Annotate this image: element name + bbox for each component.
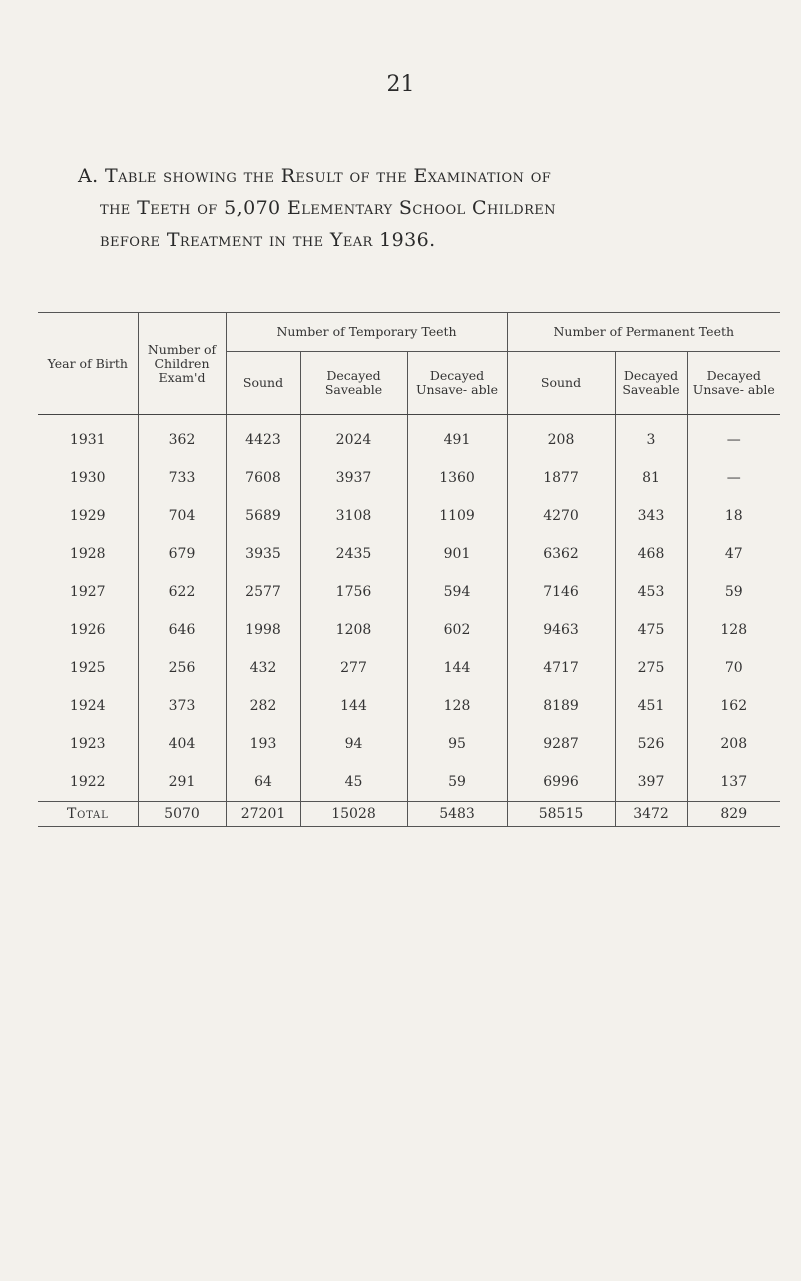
total-children-examined: 5070 [138, 802, 226, 827]
cell-temp-decayed-unsaveable: 491 [407, 415, 507, 460]
header-temp-decayed-unsaveable: Decayed Unsave- able [407, 352, 507, 415]
cell-perm-decayed-saveable: 468 [615, 535, 687, 573]
cell-year: 1926 [69, 622, 106, 638]
header-temp-decayed-saveable: Decayed Saveable [300, 352, 407, 415]
table-row [38, 459, 780, 497]
cell-year: 1923 [69, 736, 106, 752]
cell-temp-decayed-unsaveable: 95 [407, 725, 507, 763]
header-perm-decayed-unsaveable: Decayed Unsave- able [687, 352, 780, 415]
cell-temp-decayed-saveable: 45 [300, 763, 407, 802]
cell-temp-decayed-unsaveable: 144 [407, 649, 507, 687]
title-line-1: A. Table showing the Result of the Examination of [78, 165, 552, 187]
cell-perm-decayed-unsaveable: 128 [687, 611, 780, 649]
cell-year: 1928 [69, 546, 106, 562]
cell-perm-decayed-saveable: 451 [615, 687, 687, 725]
cell-temp-sound: 432 [226, 649, 300, 687]
page-number: 21 [386, 72, 415, 97]
cell-perm-decayed-unsaveable: 208 [687, 725, 780, 763]
teeth-examination-table [38, 312, 780, 827]
cell-temp-sound: 7608 [226, 459, 300, 497]
cell-perm-decayed-unsaveable: 137 [687, 763, 780, 802]
cell-perm-sound: 4270 [507, 497, 615, 535]
table-row [38, 611, 780, 649]
title-line-2: the Teeth of 5,070 Elementary School Children [100, 197, 556, 219]
cell-perm-sound: 1877 [507, 459, 615, 497]
total-perm-decayed-saveable: 3472 [615, 802, 687, 827]
cell-temp-decayed-saveable: 3937 [300, 459, 407, 497]
cell-perm-sound: 6362 [507, 535, 615, 573]
total-perm-sound: 58515 [507, 802, 615, 827]
cell-temp-decayed-saveable: 1208 [300, 611, 407, 649]
cell-perm-decayed-unsaveable: — [687, 459, 780, 497]
table-row [38, 725, 780, 763]
cell-perm-sound: 9287 [507, 725, 615, 763]
cell-temp-decayed-saveable: 94 [300, 725, 407, 763]
cell-perm-decayed-saveable: 81 [615, 459, 687, 497]
header-perm-decayed-saveable: Decayed Saveable [615, 352, 687, 415]
cell-temp-decayed-unsaveable: 602 [407, 611, 507, 649]
header-temp-sound: Sound [226, 352, 300, 415]
cell-temp-decayed-unsaveable: 1109 [407, 497, 507, 535]
cell-children-examined: 679 [138, 535, 226, 573]
cell-perm-decayed-unsaveable: 18 [687, 497, 780, 535]
header-perm-sound: Sound [507, 352, 615, 415]
cell-children-examined: 733 [138, 459, 226, 497]
table-row [38, 573, 780, 611]
cell-temp-decayed-saveable: 277 [300, 649, 407, 687]
total-label: Total [38, 802, 138, 827]
header-children-examined: Number of Children Exam'd [138, 313, 226, 415]
title-line-3: before Treatment in the Year 1936. [100, 229, 436, 251]
header-permanent-teeth: Number of Permanent Teeth [507, 313, 780, 352]
total-temp-decayed-unsaveable: 5483 [407, 802, 507, 827]
table-row [38, 649, 780, 687]
cell-year: 1925 [69, 660, 106, 676]
cell-perm-sound: 6996 [507, 763, 615, 802]
cell-perm-decayed-unsaveable: 47 [687, 535, 780, 573]
cell-children-examined: 291 [138, 763, 226, 802]
cell-temp-sound: 3935 [226, 535, 300, 573]
cell-year: 1924 [69, 698, 106, 714]
cell-children-examined: 404 [138, 725, 226, 763]
cell-temp-decayed-saveable: 3108 [300, 497, 407, 535]
cell-year: 1930 [69, 470, 106, 486]
cell-perm-sound: 9463 [507, 611, 615, 649]
total-perm-decayed-unsaveable: 829 [687, 802, 780, 827]
cell-temp-decayed-unsaveable: 128 [407, 687, 507, 725]
cell-perm-decayed-saveable: 397 [615, 763, 687, 802]
table-row [38, 535, 780, 573]
cell-temp-sound: 2577 [226, 573, 300, 611]
cell-children-examined: 704 [138, 497, 226, 535]
cell-temp-sound: 1998 [226, 611, 300, 649]
cell-perm-decayed-saveable: 453 [615, 573, 687, 611]
total-temp-decayed-saveable: 15028 [300, 802, 407, 827]
cell-year: 1931 [69, 432, 106, 448]
cell-temp-decayed-unsaveable: 594 [407, 573, 507, 611]
cell-temp-sound: 64 [226, 763, 300, 802]
total-row [38, 802, 780, 827]
cell-temp-decayed-unsaveable: 1360 [407, 459, 507, 497]
header-year-of-birth: Year of Birth [38, 313, 138, 415]
cell-children-examined: 646 [138, 611, 226, 649]
cell-temp-sound: 4423 [226, 415, 300, 460]
cell-perm-decayed-saveable: 343 [615, 497, 687, 535]
cell-perm-decayed-saveable: 275 [615, 649, 687, 687]
cell-perm-decayed-unsaveable: — [687, 415, 780, 460]
total-temp-sound: 27201 [226, 802, 300, 827]
cell-temp-decayed-saveable: 2024 [300, 415, 407, 460]
cell-temp-decayed-saveable: 2435 [300, 535, 407, 573]
cell-children-examined: 373 [138, 687, 226, 725]
cell-children-examined: 362 [138, 415, 226, 460]
cell-perm-decayed-unsaveable: 59 [687, 573, 780, 611]
cell-temp-decayed-unsaveable: 901 [407, 535, 507, 573]
cell-children-examined: 622 [138, 573, 226, 611]
cell-temp-decayed-unsaveable: 59 [407, 763, 507, 802]
table-title [78, 160, 738, 256]
cell-perm-sound: 208 [507, 415, 615, 460]
cell-perm-sound: 8189 [507, 687, 615, 725]
table-body [38, 415, 780, 827]
table-row [38, 415, 780, 460]
cell-children-examined: 256 [138, 649, 226, 687]
cell-temp-sound: 282 [226, 687, 300, 725]
cell-temp-sound: 5689 [226, 497, 300, 535]
header-temporary-teeth: Number of Temporary Teeth [226, 313, 507, 352]
cell-year: 1929 [69, 508, 106, 524]
cell-perm-decayed-unsaveable: 162 [687, 687, 780, 725]
cell-temp-sound: 193 [226, 725, 300, 763]
cell-perm-decayed-saveable: 475 [615, 611, 687, 649]
cell-temp-decayed-saveable: 1756 [300, 573, 407, 611]
cell-temp-decayed-saveable: 144 [300, 687, 407, 725]
cell-perm-decayed-saveable: 3 [615, 415, 687, 460]
table-row [38, 763, 780, 802]
table-row [38, 497, 780, 535]
table-row [38, 687, 780, 725]
cell-perm-sound: 7146 [507, 573, 615, 611]
cell-year: 1922 [69, 774, 106, 790]
cell-perm-decayed-saveable: 526 [615, 725, 687, 763]
cell-perm-sound: 4717 [507, 649, 615, 687]
cell-perm-decayed-unsaveable: 70 [687, 649, 780, 687]
cell-year: 1927 [69, 584, 106, 600]
